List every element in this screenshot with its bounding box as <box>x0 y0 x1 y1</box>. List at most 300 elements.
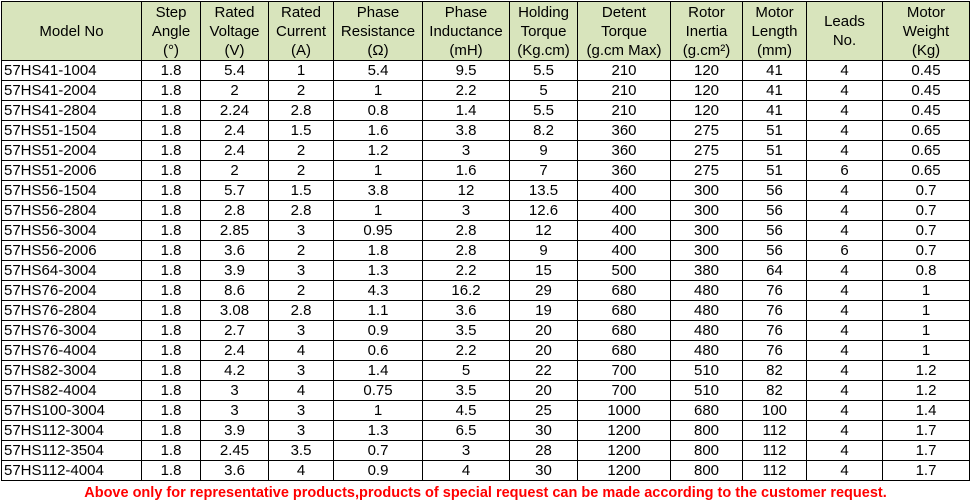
header-line: (Kg) <box>911 41 941 59</box>
cell-motor-weight: 1.2 <box>883 361 970 381</box>
cell-leads-no: 6 <box>807 161 883 181</box>
header-line: Motor <box>906 3 946 21</box>
cell-phase-inductance: 4 <box>423 461 510 481</box>
cell-holding-torque: 8.2 <box>510 121 578 141</box>
cell-detent-torque: 500 <box>578 261 671 281</box>
cell-leads-no: 4 <box>807 261 883 281</box>
cell-step-angle: 1.8 <box>142 181 201 201</box>
cell-leads-no: 4 <box>807 181 883 201</box>
cell-step-angle: 1.8 <box>142 361 201 381</box>
cell-model-no: 57HS76-3004 <box>2 321 142 341</box>
cell-phase-inductance: 16.2 <box>423 281 510 301</box>
cell-motor-weight: 0.45 <box>883 101 970 121</box>
cell-rotor-inertia: 300 <box>671 181 743 201</box>
cell-phase-inductance: 3.5 <box>423 321 510 341</box>
cell-model-no: 57HS76-4004 <box>2 341 142 361</box>
cell-phase-inductance: 1.4 <box>423 101 510 121</box>
header-rated-voltage <box>201 2 269 61</box>
cell-model-no: 57HS112-3504 <box>2 441 142 461</box>
cell-phase-resistance: 1.3 <box>334 261 423 281</box>
motor-spec-table <box>1 1 970 481</box>
cell-step-angle: 1.8 <box>142 321 201 341</box>
cell-step-angle: 1.8 <box>142 301 201 321</box>
cell-step-angle: 1.8 <box>142 201 201 221</box>
cell-model-no: 57HS76-2004 <box>2 281 142 301</box>
cell-phase-inductance: 3.5 <box>423 381 510 401</box>
cell-rated-voltage: 2.4 <box>201 341 269 361</box>
cell-step-angle: 1.8 <box>142 161 201 181</box>
header-line: Motor <box>755 3 794 21</box>
header-line: (mm) <box>757 41 792 59</box>
cell-step-angle: 1.8 <box>142 221 201 241</box>
table-row <box>2 141 970 161</box>
cell-motor-length: 64 <box>743 261 807 281</box>
cell-holding-torque: 12.6 <box>510 201 578 221</box>
cell-rotor-inertia: 800 <box>671 461 743 481</box>
cell-holding-torque: 30 <box>510 461 578 481</box>
table-row <box>2 241 970 261</box>
cell-holding-torque: 28 <box>510 441 578 461</box>
cell-detent-torque: 210 <box>578 61 671 81</box>
cell-model-no: 57HS76-2804 <box>2 301 142 321</box>
footer-note: Above only for representative products,products of special request can be made according to the customer request. <box>84 485 887 501</box>
cell-detent-torque: 1000 <box>578 401 671 421</box>
cell-holding-torque: 5.5 <box>510 61 578 81</box>
cell-phase-inductance: 3.6 <box>423 301 510 321</box>
cell-motor-length: 41 <box>743 81 807 101</box>
cell-detent-torque: 700 <box>578 361 671 381</box>
cell-model-no: 57HS56-2006 <box>2 241 142 261</box>
cell-step-angle: 1.8 <box>142 121 201 141</box>
cell-rotor-inertia: 480 <box>671 301 743 321</box>
cell-rotor-inertia: 120 <box>671 81 743 101</box>
table-row <box>2 341 970 361</box>
cell-holding-torque: 13.5 <box>510 181 578 201</box>
header-line: (Kg.cm) <box>517 41 570 59</box>
cell-rated-current: 4 <box>269 381 334 401</box>
cell-step-angle: 1.8 <box>142 381 201 401</box>
cell-rated-current: 1.5 <box>269 121 334 141</box>
cell-rated-voltage: 2.24 <box>201 101 269 121</box>
cell-motor-length: 82 <box>743 361 807 381</box>
header-holding-torque <box>510 2 578 61</box>
cell-leads-no: 4 <box>807 341 883 361</box>
cell-rated-voltage: 3 <box>201 401 269 421</box>
cell-step-angle: 1.8 <box>142 461 201 481</box>
cell-phase-inductance: 2.2 <box>423 261 510 281</box>
cell-rated-current: 3 <box>269 421 334 441</box>
cell-rated-current: 2 <box>269 81 334 101</box>
cell-step-angle: 1.8 <box>142 441 201 461</box>
header-line: No. <box>832 32 857 49</box>
cell-motor-length: 51 <box>743 141 807 161</box>
cell-rotor-inertia: 300 <box>671 221 743 241</box>
cell-motor-length: 112 <box>743 421 807 441</box>
cell-motor-weight: 0.45 <box>883 61 970 81</box>
cell-rated-current: 3 <box>269 361 334 381</box>
table-row <box>2 181 970 201</box>
cell-phase-inductance: 6.5 <box>423 421 510 441</box>
cell-phase-resistance: 0.9 <box>334 461 423 481</box>
cell-model-no: 57HS56-3004 <box>2 221 142 241</box>
header-line: Resistance <box>340 22 416 40</box>
header-line: Rotor <box>688 3 725 21</box>
table-row <box>2 121 970 141</box>
header-line: Rated <box>214 3 255 21</box>
cell-leads-no: 4 <box>807 81 883 101</box>
table-header <box>2 2 970 61</box>
cell-rotor-inertia: 480 <box>671 281 743 301</box>
cell-rated-voltage: 2.4 <box>201 121 269 141</box>
cell-detent-torque: 700 <box>578 381 671 401</box>
cell-detent-torque: 1200 <box>578 441 671 461</box>
cell-phase-inductance: 3.8 <box>423 121 510 141</box>
table-row <box>2 201 970 221</box>
cell-phase-resistance: 5.4 <box>334 61 423 81</box>
header-line: Torque <box>601 22 647 40</box>
cell-detent-torque: 680 <box>578 321 671 341</box>
header-row <box>2 2 970 61</box>
header-line: Angle <box>151 22 191 40</box>
cell-rated-current: 1.5 <box>269 181 334 201</box>
cell-detent-torque: 680 <box>578 301 671 321</box>
cell-step-angle: 1.8 <box>142 401 201 421</box>
header-line: Rated <box>280 3 322 21</box>
cell-rotor-inertia: 380 <box>671 261 743 281</box>
table-body <box>2 61 970 481</box>
header-leads-no <box>807 2 883 61</box>
cell-model-no: 57HS82-3004 <box>2 361 142 381</box>
table-row <box>2 61 970 81</box>
cell-rotor-inertia: 510 <box>671 381 743 401</box>
header-line: Leads <box>824 13 865 30</box>
cell-rotor-inertia: 275 <box>671 121 743 141</box>
cell-rated-voltage: 2.8 <box>201 201 269 221</box>
cell-phase-inductance: 2.2 <box>423 81 510 101</box>
cell-detent-torque: 400 <box>578 241 671 261</box>
cell-holding-torque: 30 <box>510 421 578 441</box>
cell-motor-length: 76 <box>743 301 807 321</box>
cell-phase-resistance: 1 <box>334 81 423 101</box>
cell-leads-no: 4 <box>807 301 883 321</box>
cell-motor-weight: 1.7 <box>883 421 970 441</box>
cell-phase-resistance: 0.8 <box>334 101 423 121</box>
cell-model-no: 57HS56-2804 <box>2 201 142 221</box>
cell-rated-voltage: 2.4 <box>201 141 269 161</box>
cell-rated-current: 2 <box>269 161 334 181</box>
cell-holding-torque: 15 <box>510 261 578 281</box>
header-line: (g.cm Max) <box>586 41 662 59</box>
cell-leads-no: 4 <box>807 361 883 381</box>
cell-leads-no: 4 <box>807 141 883 161</box>
cell-rotor-inertia: 510 <box>671 361 743 381</box>
cell-detent-torque: 680 <box>578 281 671 301</box>
header-line: (Ω) <box>367 41 389 59</box>
cell-phase-inductance: 5 <box>423 361 510 381</box>
cell-holding-torque: 29 <box>510 281 578 301</box>
table-row <box>2 161 970 181</box>
cell-phase-inductance: 12 <box>423 181 510 201</box>
cell-detent-torque: 400 <box>578 221 671 241</box>
cell-motor-weight: 1.7 <box>883 441 970 461</box>
cell-phase-inductance: 3 <box>423 141 510 161</box>
header-line: Inertia <box>685 22 728 40</box>
cell-model-no: 57HS41-2004 <box>2 81 142 101</box>
cell-motor-weight: 1 <box>883 341 970 361</box>
cell-step-angle: 1.8 <box>142 341 201 361</box>
cell-detent-torque: 400 <box>578 181 671 201</box>
header-line: (A) <box>291 41 311 59</box>
cell-motor-weight: 1.2 <box>883 381 970 401</box>
cell-motor-length: 112 <box>743 461 807 481</box>
cell-leads-no: 4 <box>807 381 883 401</box>
cell-rated-voltage: 3.08 <box>201 301 269 321</box>
cell-leads-no: 4 <box>807 461 883 481</box>
cell-step-angle: 1.8 <box>142 241 201 261</box>
cell-rated-current: 3.5 <box>269 441 334 461</box>
table-row <box>2 301 970 321</box>
cell-phase-resistance: 1 <box>334 201 423 221</box>
header-line: (°) <box>163 41 179 59</box>
table-row <box>2 461 970 481</box>
cell-step-angle: 1.8 <box>142 101 201 121</box>
header-line: (g.cm²) <box>682 41 731 59</box>
cell-motor-weight: 0.7 <box>883 241 970 261</box>
cell-model-no: 57HS41-2804 <box>2 101 142 121</box>
cell-model-no: 57HS51-2004 <box>2 141 142 161</box>
cell-leads-no: 6 <box>807 241 883 261</box>
header-line: Inductance <box>429 22 503 40</box>
header-line: Detent <box>601 3 647 21</box>
header-line: Current <box>275 22 327 40</box>
cell-rated-current: 4 <box>269 461 334 481</box>
cell-motor-length: 51 <box>743 121 807 141</box>
cell-rotor-inertia: 480 <box>671 341 743 361</box>
cell-motor-length: 41 <box>743 101 807 121</box>
table-row <box>2 221 970 241</box>
cell-motor-length: 56 <box>743 201 807 221</box>
cell-motor-weight: 0.7 <box>883 181 970 201</box>
cell-phase-resistance: 4.3 <box>334 281 423 301</box>
cell-rated-current: 1 <box>269 61 334 81</box>
cell-rated-voltage: 2 <box>201 161 269 181</box>
cell-step-angle: 1.8 <box>142 81 201 101</box>
cell-rated-current: 2.8 <box>269 101 334 121</box>
cell-holding-torque: 12 <box>510 221 578 241</box>
cell-rated-current: 3 <box>269 221 334 241</box>
cell-step-angle: 1.8 <box>142 61 201 81</box>
cell-phase-inductance: 1.6 <box>423 161 510 181</box>
cell-holding-torque: 9 <box>510 241 578 261</box>
cell-motor-length: 41 <box>743 61 807 81</box>
cell-motor-length: 82 <box>743 381 807 401</box>
header-step-angle <box>142 2 201 61</box>
table-row <box>2 421 970 441</box>
cell-detent-torque: 360 <box>578 141 671 161</box>
cell-rated-voltage: 3.9 <box>201 261 269 281</box>
cell-holding-torque: 5.5 <box>510 101 578 121</box>
cell-detent-torque: 1200 <box>578 421 671 441</box>
cell-rated-current: 2 <box>269 241 334 261</box>
table-row <box>2 81 970 101</box>
cell-rotor-inertia: 120 <box>671 61 743 81</box>
cell-motor-weight: 1 <box>883 301 970 321</box>
cell-model-no: 57HS41-1004 <box>2 61 142 81</box>
cell-rated-current: 3 <box>269 321 334 341</box>
cell-model-no: 57HS56-1504 <box>2 181 142 201</box>
cell-phase-resistance: 1.1 <box>334 301 423 321</box>
cell-rated-current: 4 <box>269 341 334 361</box>
table-row <box>2 281 970 301</box>
cell-rated-voltage: 2 <box>201 81 269 101</box>
cell-phase-resistance: 0.6 <box>334 341 423 361</box>
table-row <box>2 401 970 421</box>
cell-motor-length: 76 <box>743 321 807 341</box>
cell-motor-weight: 1.7 <box>883 461 970 481</box>
table-row <box>2 381 970 401</box>
cell-rated-current: 2 <box>269 281 334 301</box>
table-row <box>2 441 970 461</box>
cell-phase-resistance: 1 <box>334 401 423 421</box>
cell-phase-resistance: 1.8 <box>334 241 423 261</box>
cell-motor-weight: 0.65 <box>883 121 970 141</box>
cell-motor-length: 56 <box>743 221 807 241</box>
cell-motor-length: 56 <box>743 181 807 201</box>
cell-phase-inductance: 2.8 <box>423 221 510 241</box>
cell-motor-weight: 0.65 <box>883 141 970 161</box>
cell-rated-voltage: 3 <box>201 381 269 401</box>
cell-motor-length: 76 <box>743 281 807 301</box>
header-line: Step <box>155 3 187 21</box>
cell-detent-torque: 680 <box>578 341 671 361</box>
cell-holding-torque: 20 <box>510 341 578 361</box>
cell-rotor-inertia: 300 <box>671 201 743 221</box>
cell-motor-weight: 0.45 <box>883 81 970 101</box>
cell-phase-inductance: 2.2 <box>423 341 510 361</box>
cell-holding-torque: 9 <box>510 141 578 161</box>
header-motor-length <box>743 2 807 61</box>
cell-holding-torque: 22 <box>510 361 578 381</box>
cell-phase-inductance: 3 <box>423 201 510 221</box>
cell-rated-voltage: 2.7 <box>201 321 269 341</box>
cell-phase-resistance: 1.6 <box>334 121 423 141</box>
cell-model-no: 57HS51-2006 <box>2 161 142 181</box>
cell-detent-torque: 1200 <box>578 461 671 481</box>
cell-rated-current: 3 <box>269 261 334 281</box>
cell-rotor-inertia: 120 <box>671 101 743 121</box>
cell-motor-weight: 1.4 <box>883 401 970 421</box>
cell-rotor-inertia: 480 <box>671 321 743 341</box>
header-line: Weight <box>902 22 950 40</box>
header-line: Torque <box>520 22 567 40</box>
cell-leads-no: 4 <box>807 321 883 341</box>
cell-step-angle: 1.8 <box>142 281 201 301</box>
cell-phase-resistance: 1 <box>334 161 423 181</box>
cell-motor-length: 56 <box>743 241 807 261</box>
cell-leads-no: 4 <box>807 121 883 141</box>
cell-rated-voltage: 5.4 <box>201 61 269 81</box>
cell-leads-no: 4 <box>807 61 883 81</box>
header-model-no <box>2 2 142 61</box>
cell-step-angle: 1.8 <box>142 261 201 281</box>
table-row <box>2 101 970 121</box>
header-line: Holding <box>518 3 569 21</box>
cell-motor-weight: 1 <box>883 321 970 341</box>
cell-phase-resistance: 0.7 <box>334 441 423 461</box>
cell-detent-torque: 360 <box>578 121 671 141</box>
cell-phase-inductance: 9.5 <box>423 61 510 81</box>
cell-step-angle: 1.8 <box>142 141 201 161</box>
header-phase-resistance <box>334 2 423 61</box>
cell-leads-no: 4 <box>807 281 883 301</box>
cell-model-no: 57HS112-3004 <box>2 421 142 441</box>
cell-detent-torque: 210 <box>578 81 671 101</box>
cell-motor-weight: 0.7 <box>883 221 970 241</box>
cell-rated-current: 3 <box>269 401 334 421</box>
cell-leads-no: 4 <box>807 201 883 221</box>
header-motor-weight <box>883 2 970 61</box>
cell-phase-inductance: 4.5 <box>423 401 510 421</box>
cell-holding-torque: 20 <box>510 381 578 401</box>
cell-leads-no: 4 <box>807 421 883 441</box>
header-line: Model No <box>39 22 104 40</box>
cell-detent-torque: 400 <box>578 201 671 221</box>
cell-phase-resistance: 1.2 <box>334 141 423 161</box>
cell-model-no: 57HS82-4004 <box>2 381 142 401</box>
cell-leads-no: 4 <box>807 441 883 461</box>
cell-model-no: 57HS51-1504 <box>2 121 142 141</box>
cell-phase-resistance: 1.4 <box>334 361 423 381</box>
table-row <box>2 361 970 381</box>
cell-holding-torque: 7 <box>510 161 578 181</box>
cell-motor-length: 51 <box>743 161 807 181</box>
cell-leads-no: 4 <box>807 401 883 421</box>
table-row <box>2 261 970 281</box>
cell-phase-resistance: 1.3 <box>334 421 423 441</box>
cell-phase-inductance: 2.8 <box>423 241 510 261</box>
cell-model-no: 57HS100-3004 <box>2 401 142 421</box>
cell-phase-resistance: 3.8 <box>334 181 423 201</box>
cell-phase-inductance: 3 <box>423 441 510 461</box>
table-row <box>2 321 970 341</box>
cell-rotor-inertia: 800 <box>671 421 743 441</box>
header-phase-inductance <box>423 2 510 61</box>
cell-phase-resistance: 0.95 <box>334 221 423 241</box>
cell-rated-voltage: 5.7 <box>201 181 269 201</box>
cell-motor-weight: 0.65 <box>883 161 970 181</box>
cell-motor-weight: 0.7 <box>883 201 970 221</box>
cell-leads-no: 4 <box>807 221 883 241</box>
header-detent-torque <box>578 2 671 61</box>
cell-rated-current: 2.8 <box>269 301 334 321</box>
cell-model-no: 57HS112-4004 <box>2 461 142 481</box>
cell-motor-weight: 1 <box>883 281 970 301</box>
cell-phase-resistance: 0.9 <box>334 321 423 341</box>
cell-rated-voltage: 3.9 <box>201 421 269 441</box>
header-rotor-inertia <box>671 2 743 61</box>
cell-rated-voltage: 2.45 <box>201 441 269 461</box>
header-line: Voltage <box>209 22 260 40</box>
cell-rated-voltage: 4.2 <box>201 361 269 381</box>
cell-rated-voltage: 3.6 <box>201 241 269 261</box>
cell-holding-torque: 20 <box>510 321 578 341</box>
header-line: Length <box>751 22 798 40</box>
cell-step-angle: 1.8 <box>142 421 201 441</box>
cell-phase-resistance: 0.75 <box>334 381 423 401</box>
cell-rotor-inertia: 275 <box>671 161 743 181</box>
cell-motor-length: 100 <box>743 401 807 421</box>
cell-holding-torque: 5 <box>510 81 578 101</box>
